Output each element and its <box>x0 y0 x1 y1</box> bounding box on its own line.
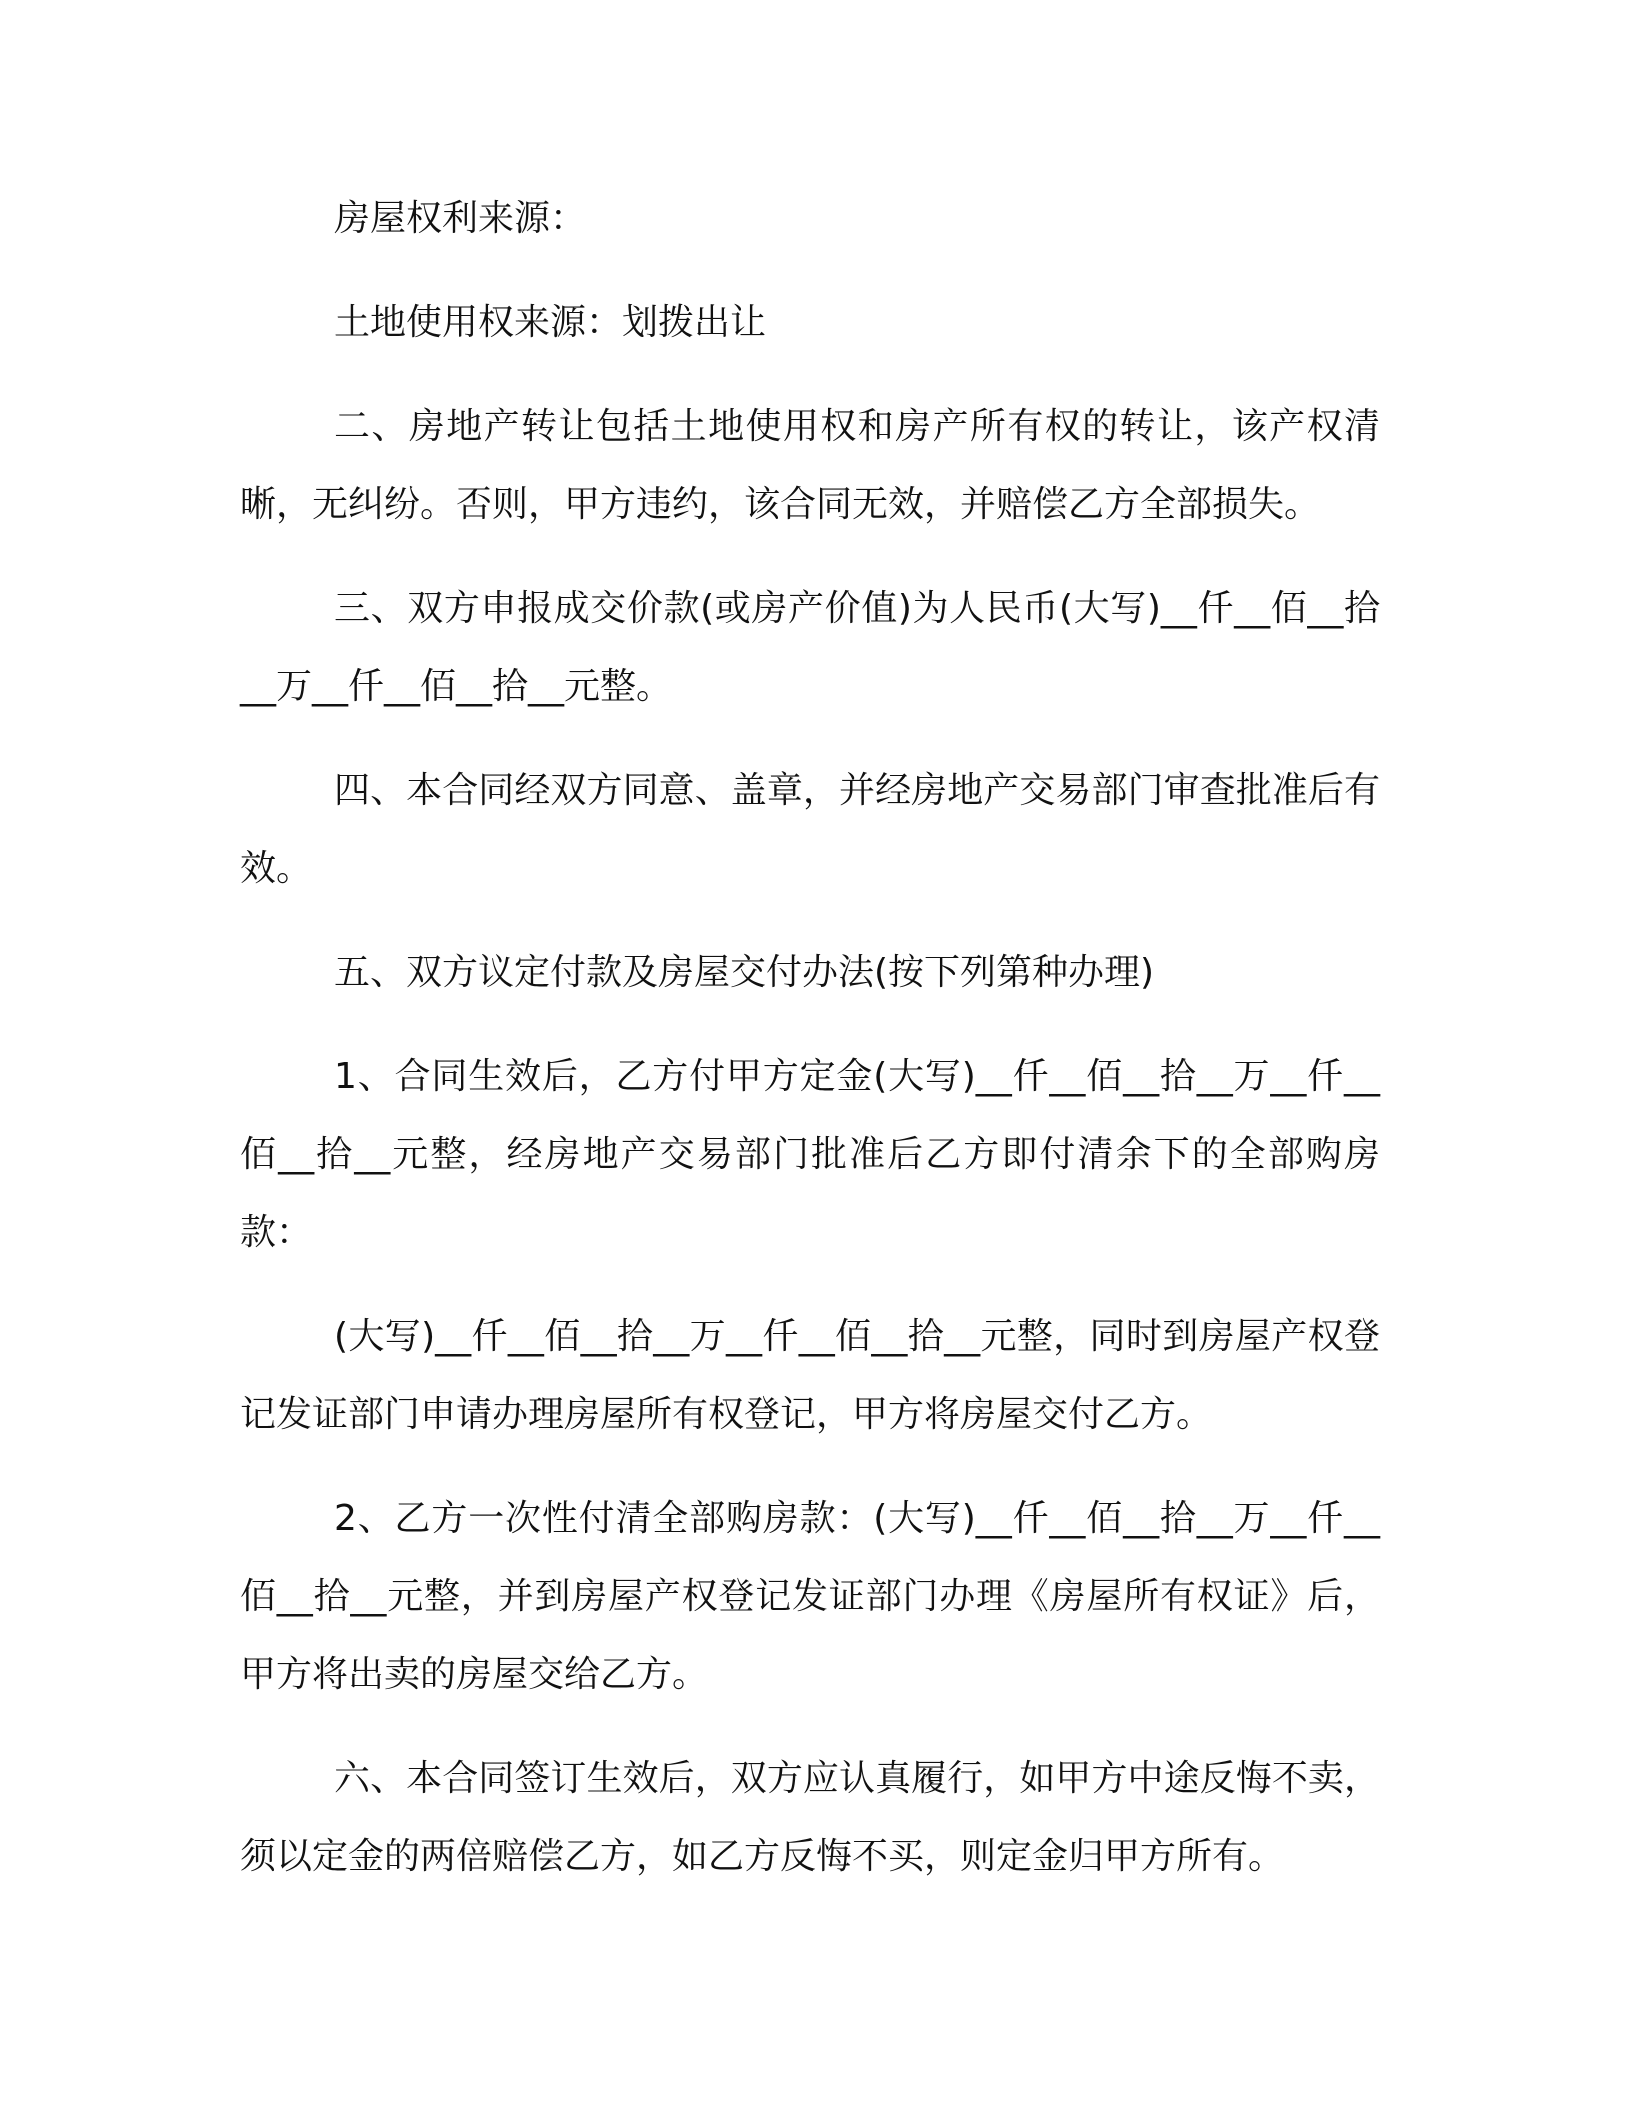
paragraph-clause-5-1-cont: (大写)__仟__佰__拾__万__仟__佰__拾__元整，同时到房屋产权登记发证部门申请办理房屋所有权登记，甲方将房屋交付乙方。 <box>240 1316 1380 1435</box>
paragraph-clause-4: 四、本合同经双方同意、盖章，并经房地产交易部门审查批准后有效。 <box>240 770 1380 889</box>
paragraph-clause-6: 六、本合同签订生效后，双方应认真履行，如甲方中途反悔不卖，须以定金的两倍赔偿乙方，如乙方反悔不买，则定金归甲方所有。 <box>240 1758 1380 1877</box>
paragraph-clause-5-1: 1、合同生效后，乙方付甲方定金(大写)__仟__佰__拾__万__仟__佰__拾__元整，经房地产交易部门批准后乙方即付清余下的全部购房款： <box>240 1056 1380 1253</box>
paragraph-clause-5: 五、双方议定付款及房屋交付办法(按下列第种办理) <box>334 952 1155 993</box>
paragraph-clause-2: 二、房地产转让包括土地使用权和房产所有权的转让，该产权清晰，无纠纷。否则，甲方违约，该合同无效，并赔偿乙方全部损失。 <box>240 406 1380 525</box>
paragraph-clause-5-2: 2、乙方一次性付清全部购房款：(大写)__仟__佰__拾__万__仟__佰__拾__元整，并到房屋产权登记发证部门办理《房屋所有权证》后，甲方将出卖的房屋交给乙方。 <box>240 1498 1380 1695</box>
paragraph-right-source: 房屋权利来源： <box>334 198 587 239</box>
paragraph-clause-3: 三、双方申报成交价款(或房产价值)为人民币(大写)__仟__佰__拾__万__仟__佰__拾__元整。 <box>240 588 1380 707</box>
document-page <box>240 180 1380 1922</box>
paragraph-land-source: 土地使用权来源：划拨出让 <box>334 302 767 343</box>
